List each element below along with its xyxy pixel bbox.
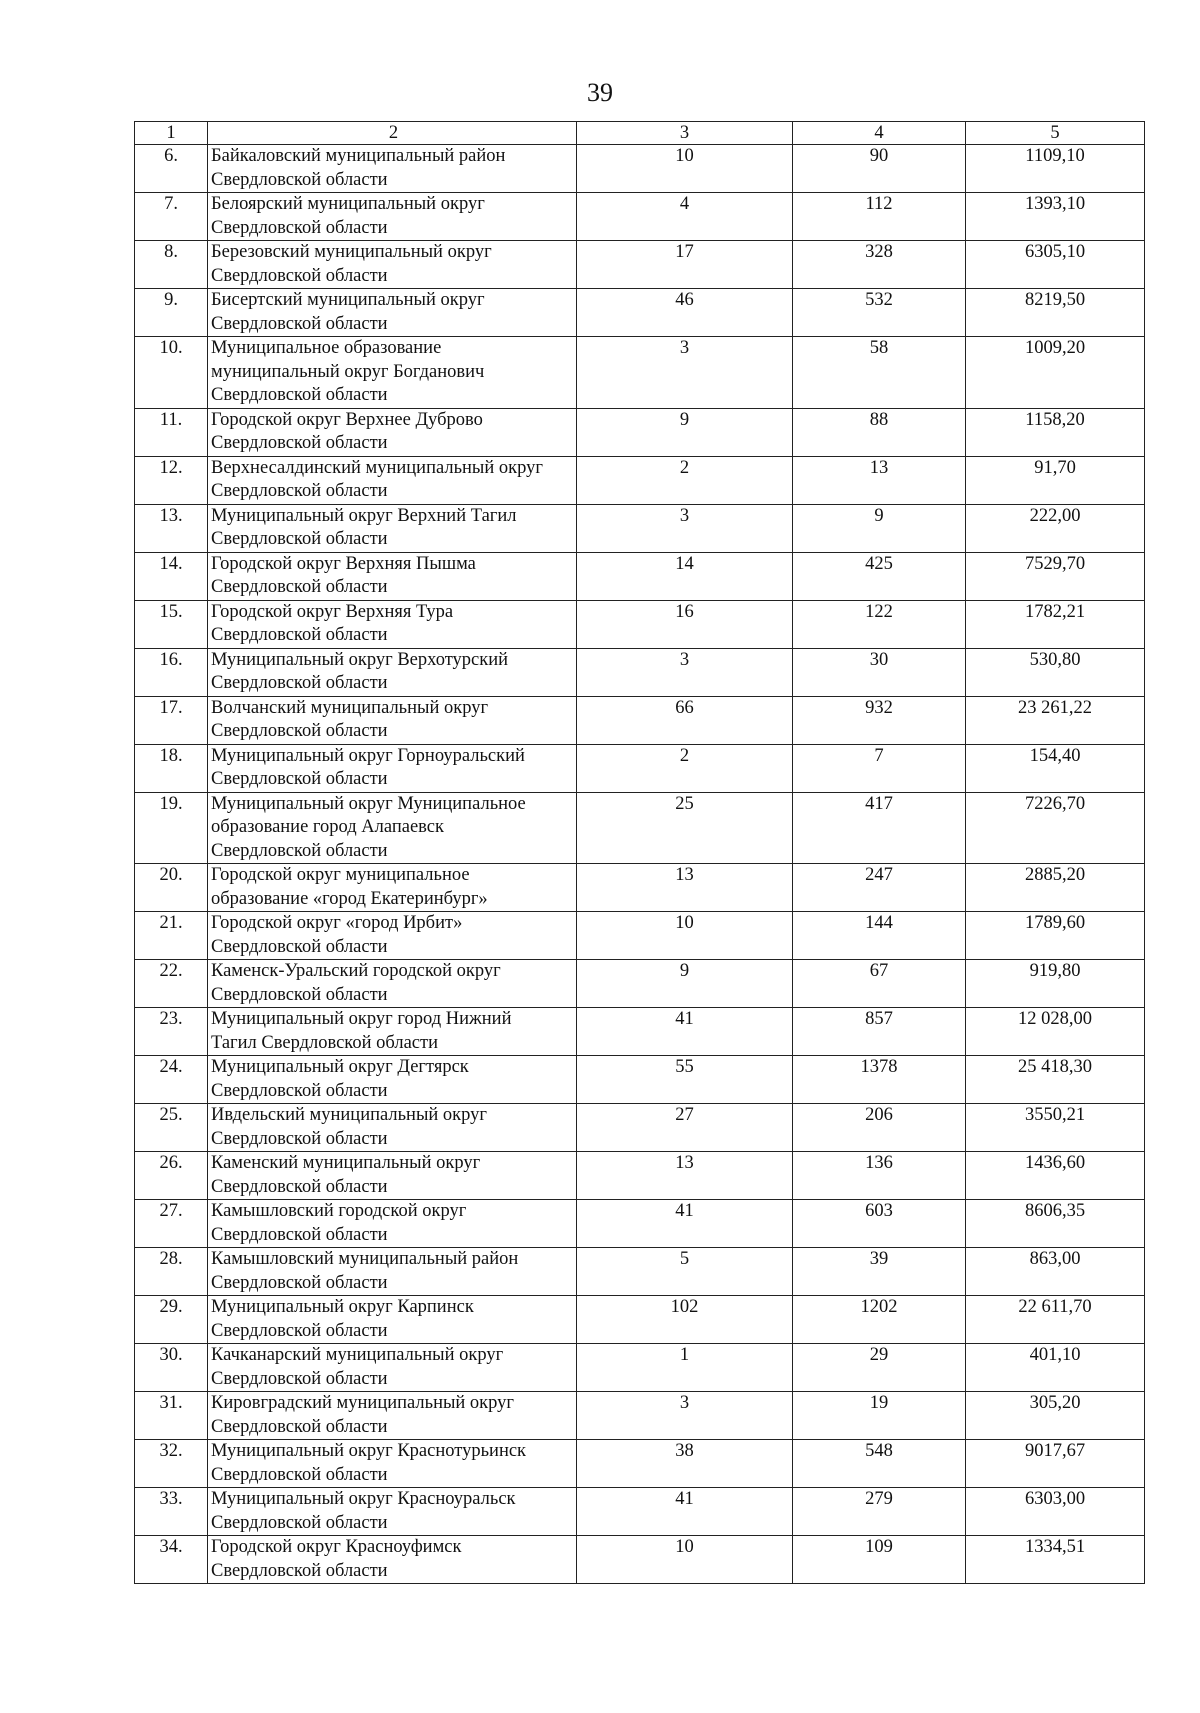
value-col-3: 13	[577, 864, 793, 912]
value-col-4: 30	[793, 648, 966, 696]
municipality-name: Городской округ муниципальное образование «город Екатеринбург»	[208, 864, 577, 912]
value-col-5: 8606,35	[966, 1200, 1145, 1248]
value-col-3: 16	[577, 600, 793, 648]
value-col-3: 38	[577, 1440, 793, 1488]
table-row	[135, 456, 1145, 504]
value-col-4: 425	[793, 552, 966, 600]
municipality-name: Городской округ Красноуфимск Свердловской области	[208, 1536, 577, 1584]
value-col-5: 25 418,30	[966, 1056, 1145, 1104]
header-col-5: 5	[966, 122, 1145, 145]
value-col-4: 136	[793, 1152, 966, 1200]
value-col-4: 67	[793, 960, 966, 1008]
value-col-5: 863,00	[966, 1248, 1145, 1296]
value-col-4: 13	[793, 456, 966, 504]
row-number: 21.	[135, 912, 208, 960]
municipality-name: Белоярский муниципальный округ Свердловской области	[208, 193, 577, 241]
value-col-3: 14	[577, 552, 793, 600]
municipality-name: Верхнесалдинский муниципальный округ Свердловской области	[208, 456, 577, 504]
value-col-5: 1109,10	[966, 145, 1145, 193]
municipality-name: Камышловский муниципальный район Свердловской области	[208, 1248, 577, 1296]
table-row	[135, 1440, 1145, 1488]
value-col-3: 5	[577, 1248, 793, 1296]
value-col-3: 41	[577, 1488, 793, 1536]
row-number: 28.	[135, 1248, 208, 1296]
row-number: 23.	[135, 1008, 208, 1056]
value-col-4: 88	[793, 408, 966, 456]
row-number: 14.	[135, 552, 208, 600]
value-col-4: 279	[793, 1488, 966, 1536]
value-col-4: 532	[793, 289, 966, 337]
value-col-3: 2	[577, 744, 793, 792]
table-row	[135, 648, 1145, 696]
header-col-3: 3	[577, 122, 793, 145]
value-col-5: 7226,70	[966, 792, 1145, 864]
row-number: 19.	[135, 792, 208, 864]
row-number: 27.	[135, 1200, 208, 1248]
row-number: 8.	[135, 241, 208, 289]
value-col-3: 13	[577, 1152, 793, 1200]
value-col-4: 90	[793, 145, 966, 193]
municipality-name: Муниципальный округ Верхотурский Свердловской области	[208, 648, 577, 696]
value-col-4: 58	[793, 337, 966, 409]
municipality-name: Муниципальный округ Дегтярск Свердловской области	[208, 1056, 577, 1104]
value-col-4: 7	[793, 744, 966, 792]
value-col-4: 328	[793, 241, 966, 289]
table-row	[135, 696, 1145, 744]
value-col-5: 1334,51	[966, 1536, 1145, 1584]
value-col-3: 102	[577, 1296, 793, 1344]
value-col-4: 1378	[793, 1056, 966, 1104]
value-col-4: 29	[793, 1344, 966, 1392]
value-col-5: 8219,50	[966, 289, 1145, 337]
table-row	[135, 337, 1145, 409]
value-col-5: 9017,67	[966, 1440, 1145, 1488]
value-col-4: 144	[793, 912, 966, 960]
value-col-5: 12 028,00	[966, 1008, 1145, 1056]
value-col-3: 27	[577, 1104, 793, 1152]
table-row	[135, 600, 1145, 648]
value-col-4: 9	[793, 504, 966, 552]
value-col-5: 401,10	[966, 1344, 1145, 1392]
table-row	[135, 1104, 1145, 1152]
row-number: 16.	[135, 648, 208, 696]
table-row	[135, 1392, 1145, 1440]
table-row	[135, 145, 1145, 193]
municipality-name: Байкаловский муниципальный район Свердловской области	[208, 145, 577, 193]
value-col-4: 417	[793, 792, 966, 864]
value-col-3: 9	[577, 408, 793, 456]
municipality-name: Городской округ Верхняя Пышма Свердловской области	[208, 552, 577, 600]
value-col-5: 91,70	[966, 456, 1145, 504]
table-row	[135, 552, 1145, 600]
value-col-5: 7529,70	[966, 552, 1145, 600]
municipality-name: Каменский муниципальный округ Свердловской области	[208, 1152, 577, 1200]
table-row	[135, 864, 1145, 912]
row-number: 11.	[135, 408, 208, 456]
row-number: 12.	[135, 456, 208, 504]
table-body	[135, 122, 1145, 1584]
value-col-5: 154,40	[966, 744, 1145, 792]
value-col-4: 1202	[793, 1296, 966, 1344]
municipality-name: Ивдельский муниципальный округ Свердловской области	[208, 1104, 577, 1152]
municipality-name: Городской округ «город Ирбит» Свердловской области	[208, 912, 577, 960]
row-number: 32.	[135, 1440, 208, 1488]
row-number: 22.	[135, 960, 208, 1008]
row-number: 20.	[135, 864, 208, 912]
municipality-name: Муниципальное образование муниципальный округ Богданович Свердловской области	[208, 337, 577, 409]
value-col-3: 1	[577, 1344, 793, 1392]
municipality-name: Муниципальный округ город Нижний Тагил Свердловской области	[208, 1008, 577, 1056]
table-row	[135, 1056, 1145, 1104]
value-col-4: 603	[793, 1200, 966, 1248]
row-number: 26.	[135, 1152, 208, 1200]
value-col-3: 3	[577, 504, 793, 552]
value-col-5: 305,20	[966, 1392, 1145, 1440]
table-row	[135, 912, 1145, 960]
value-col-5: 222,00	[966, 504, 1145, 552]
municipality-name: Муниципальный округ Красноуральск Свердловской области	[208, 1488, 577, 1536]
row-number: 29.	[135, 1296, 208, 1344]
table-row	[135, 1488, 1145, 1536]
municipality-name: Волчанский муниципальный округ Свердловской области	[208, 696, 577, 744]
table-row	[135, 408, 1145, 456]
value-col-5: 530,80	[966, 648, 1145, 696]
value-col-5: 23 261,22	[966, 696, 1145, 744]
row-number: 34.	[135, 1536, 208, 1584]
row-number: 6.	[135, 145, 208, 193]
value-col-5: 3550,21	[966, 1104, 1145, 1152]
row-number: 10.	[135, 337, 208, 409]
municipality-name: Березовский муниципальный округ Свердловской области	[208, 241, 577, 289]
municipality-name: Муниципальный округ Горноуральский Свердловской области	[208, 744, 577, 792]
municipality-name: Городской округ Верхняя Тура Свердловской области	[208, 600, 577, 648]
table-row	[135, 241, 1145, 289]
table-row	[135, 289, 1145, 337]
municipalities-table	[134, 121, 1145, 1584]
row-number: 25.	[135, 1104, 208, 1152]
value-col-5: 6303,00	[966, 1488, 1145, 1536]
table-row	[135, 1248, 1145, 1296]
value-col-4: 109	[793, 1536, 966, 1584]
value-col-5: 919,80	[966, 960, 1145, 1008]
table-row	[135, 1008, 1145, 1056]
table-row	[135, 792, 1145, 864]
municipality-name: Городской округ Верхнее Дуброво Свердловской области	[208, 408, 577, 456]
row-number: 13.	[135, 504, 208, 552]
value-col-3: 10	[577, 145, 793, 193]
value-col-5: 22 611,70	[966, 1296, 1145, 1344]
table-row	[135, 504, 1145, 552]
value-col-3: 10	[577, 912, 793, 960]
table-row	[135, 1296, 1145, 1344]
value-col-5: 1158,20	[966, 408, 1145, 456]
header-col-1: 1	[135, 122, 208, 145]
municipality-name: Муниципальный округ Муниципальное образование город Алапаевск Свердловской области	[208, 792, 577, 864]
value-col-4: 548	[793, 1440, 966, 1488]
value-col-3: 10	[577, 1536, 793, 1584]
value-col-4: 112	[793, 193, 966, 241]
value-col-3: 3	[577, 1392, 793, 1440]
table-row	[135, 744, 1145, 792]
row-number: 33.	[135, 1488, 208, 1536]
value-col-3: 3	[577, 648, 793, 696]
value-col-5: 2885,20	[966, 864, 1145, 912]
value-col-4: 122	[793, 600, 966, 648]
value-col-5: 1782,21	[966, 600, 1145, 648]
value-col-4: 206	[793, 1104, 966, 1152]
value-col-5: 1789,60	[966, 912, 1145, 960]
value-col-3: 25	[577, 792, 793, 864]
table-row	[135, 1344, 1145, 1392]
municipality-name: Качканарский муниципальный округ Свердловской области	[208, 1344, 577, 1392]
value-col-5: 1436,60	[966, 1152, 1145, 1200]
row-number: 17.	[135, 696, 208, 744]
municipality-name: Бисертский муниципальный округ Свердловской области	[208, 289, 577, 337]
value-col-3: 41	[577, 1008, 793, 1056]
value-col-4: 857	[793, 1008, 966, 1056]
table-row	[135, 1536, 1145, 1584]
row-number: 31.	[135, 1392, 208, 1440]
municipality-name: Муниципальный округ Карпинск Свердловской области	[208, 1296, 577, 1344]
municipality-name: Муниципальный округ Верхний Тагил Свердловской области	[208, 504, 577, 552]
table-row	[135, 193, 1145, 241]
table-header-row	[135, 122, 1145, 145]
row-number: 9.	[135, 289, 208, 337]
row-number: 30.	[135, 1344, 208, 1392]
value-col-3: 3	[577, 337, 793, 409]
header-col-4: 4	[793, 122, 966, 145]
row-number: 15.	[135, 600, 208, 648]
municipality-name: Муниципальный округ Краснотурьинск Свердловской области	[208, 1440, 577, 1488]
value-col-4: 932	[793, 696, 966, 744]
row-number: 24.	[135, 1056, 208, 1104]
value-col-4: 39	[793, 1248, 966, 1296]
value-col-4: 19	[793, 1392, 966, 1440]
header-col-2: 2	[208, 122, 577, 145]
table-row	[135, 1152, 1145, 1200]
municipality-name: Кировградский муниципальный округ Свердловской области	[208, 1392, 577, 1440]
municipality-name: Каменск-Уральский городской округ Свердловской области	[208, 960, 577, 1008]
row-number: 7.	[135, 193, 208, 241]
value-col-3: 9	[577, 960, 793, 1008]
value-col-5: 6305,10	[966, 241, 1145, 289]
municipality-name: Камышловский городской округ Свердловской области	[208, 1200, 577, 1248]
value-col-4: 247	[793, 864, 966, 912]
value-col-3: 66	[577, 696, 793, 744]
value-col-5: 1393,10	[966, 193, 1145, 241]
table-row	[135, 1200, 1145, 1248]
value-col-3: 55	[577, 1056, 793, 1104]
value-col-3: 4	[577, 193, 793, 241]
table-row	[135, 960, 1145, 1008]
row-number: 18.	[135, 744, 208, 792]
page-number: 39	[587, 78, 613, 107]
value-col-5: 1009,20	[966, 337, 1145, 409]
value-col-3: 41	[577, 1200, 793, 1248]
value-col-3: 17	[577, 241, 793, 289]
value-col-3: 46	[577, 289, 793, 337]
value-col-3: 2	[577, 456, 793, 504]
